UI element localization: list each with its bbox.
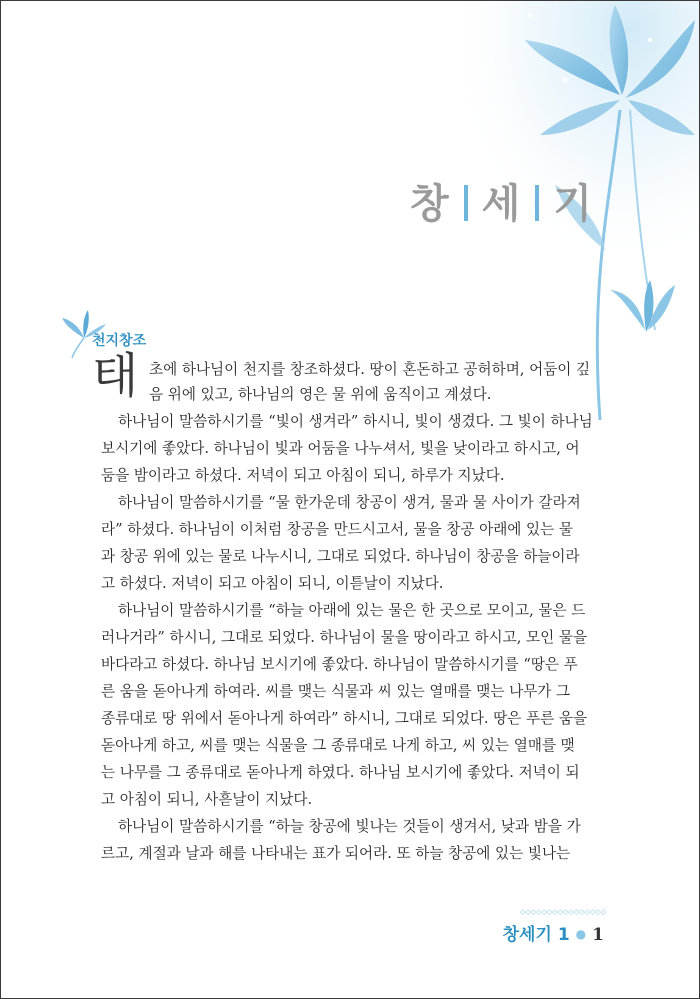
text-line: 하나님이 말씀하시기를 “하늘 아래에 있는 물은 한 곳으로 모이고, 물은 드 [118, 602, 586, 619]
text-line: 둠을 밤이라고 하셨다. 저녁이 되고 아침이 되니, 하루가 지났다. [101, 467, 505, 484]
text-line: 바다라고 하셨다. 하나님 보시기에 좋았다. 하나님이 말씀하시기를 “땅은 푸 [101, 656, 578, 673]
text-line: 보시기에 좋았다. 하나님이 빛과 어둠을 나누셔서, 빛을 낮이라고 하시고, 어 [101, 440, 580, 457]
title-char-2: 세 [481, 181, 522, 227]
text-line: 는 나무를 그 종류대로 돋아나게 하였다. 하나님 보시기에 좋았다. 저녁이 되 [101, 764, 580, 781]
footer-dot-icon: ● [575, 927, 587, 941]
text-line: 라” 하셨다. 하나님이 이처럼 창공을 만드시고서, 물을 창공 아래에 있는 물 [101, 521, 573, 538]
text-line: 고 아침이 되니, 사흗날이 지났다. [101, 791, 313, 808]
text-line: 고 하셨다. 저녁이 되고 아침이 되니, 이튿날이 지났다. [101, 575, 444, 592]
text-line: 초에 하나님이 천지를 창조하셨다. 땅이 혼돈하고 공허하며, 어둠이 깊 [149, 361, 591, 378]
drop-cap: 태 [92, 348, 139, 404]
page-footer [503, 920, 604, 945]
book-title [410, 172, 593, 229]
text-line: 르고, 계절과 날과 해를 나타내는 표가 되어라. 또 하늘 창공에 있는 빛나는 [101, 845, 571, 862]
text-line: 하나님이 말씀하시기를 “하늘 창공에 빛나는 것들이 생겨서, 낮과 밤을 가 [118, 818, 581, 835]
title-char-3: 기 [553, 181, 593, 227]
text-line: 하나님이 말씀하시기를 “빛이 생겨라” 하시니, 빛이 생겼다. 그 빛이 하나님 [118, 413, 593, 430]
text-line: 러나거라” 하시니, 그대로 되었다. 하나님이 물을 땅이라고 하시고, 모인 물을 [101, 629, 588, 646]
footer-dots-ornament: ◇◇◇◇◇◇◇◇◇◇◇◇◇◇◇◇ [520, 908, 607, 916]
text-line: 른 움을 돋아나게 하여라. 씨를 맺는 식물과 씨 있는 열매를 맺는 나무가 그 [101, 683, 571, 700]
section-heading: 천지창조 [92, 333, 147, 349]
title-char-1: 창 [410, 181, 450, 227]
text-line: 종류대로 땅 위에서 돋아나게 하여라” 하시니, 그대로 되었다. 땅은 푸른 움을 [101, 710, 588, 727]
title-separator [464, 185, 468, 221]
page-number: 1 [592, 925, 604, 945]
text-line: 하나님이 말씀하시기를 “물 한가운데 창공이 생겨, 물과 물 사이가 갈라져 [118, 494, 581, 511]
text-line: 과 창공 위에 있는 물로 나누시니, 그대로 되었다. 하나님이 창공을 하늘이라 [101, 548, 580, 565]
footer-book-label: 창세기 [502, 925, 552, 945]
text-line: 음 위에 있고, 하나님의 영은 물 위에 움직이고 계셨다. [149, 386, 492, 403]
text-line: 돋아나게 하고, 씨를 맺는 식물을 그 종류대로 나게 하고, 씨 있는 열매를 맺 [101, 737, 575, 754]
title-separator [535, 185, 539, 221]
footer-chapter: 1 [557, 925, 570, 945]
